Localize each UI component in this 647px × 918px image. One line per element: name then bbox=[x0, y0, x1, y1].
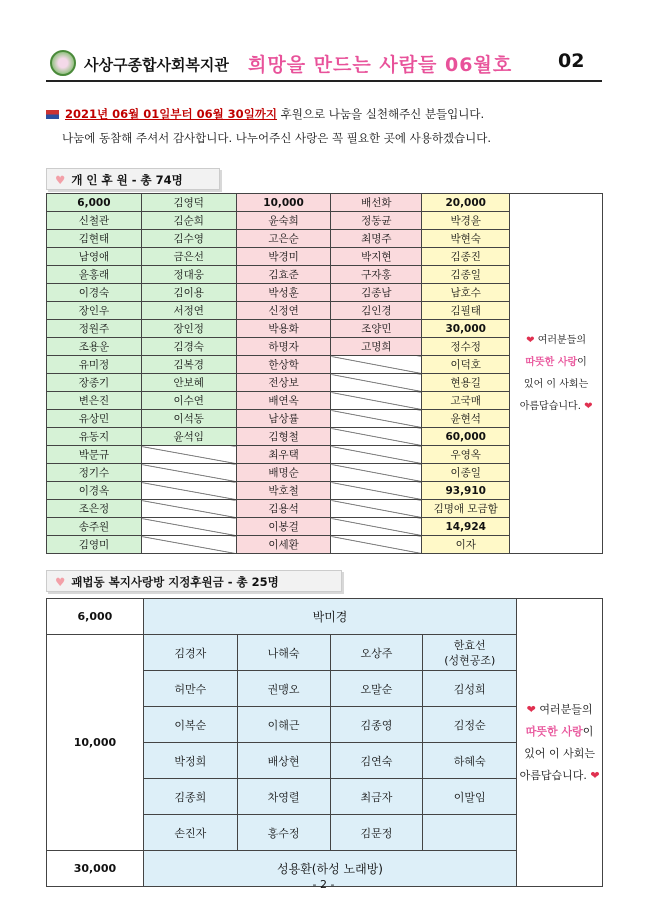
empty-cell bbox=[331, 356, 422, 374]
donor-name-cell: 조용운 bbox=[47, 338, 142, 356]
donor-name-cell: 장종기 bbox=[47, 374, 142, 392]
donor-name-cell: 김순희 bbox=[141, 212, 236, 230]
donor-name-cell: 성용환(하성 노래방) bbox=[143, 851, 516, 887]
designated-donor-table bbox=[46, 598, 603, 887]
donor-name-cell: 김영미 bbox=[47, 536, 142, 554]
donor-name-cell: 고명희 bbox=[331, 338, 422, 356]
page-header bbox=[46, 40, 602, 82]
donor-name-cell: 이복순 bbox=[143, 707, 237, 743]
donor-name-cell: 김용석 bbox=[236, 500, 331, 518]
donor-name-cell: 김종영 bbox=[330, 707, 423, 743]
donor-name-cell: 박호철 bbox=[236, 482, 331, 500]
intro-period: 2021년 06월 01일부터 06월 30일까지 bbox=[65, 107, 278, 121]
donor-name-cell: 윤홍래 bbox=[47, 266, 142, 284]
amount-cell: 60,000 bbox=[422, 428, 510, 446]
empty-cell bbox=[141, 536, 236, 554]
donor-name-cell: 김필태 bbox=[422, 302, 510, 320]
empty-cell bbox=[331, 374, 422, 392]
page-footer: - 2 - bbox=[312, 878, 335, 891]
donor-name-cell: 최명주 bbox=[331, 230, 422, 248]
donor-name-cell: 고은순 bbox=[236, 230, 331, 248]
empty-cell bbox=[331, 428, 422, 446]
donor-name-cell: 장인정 bbox=[141, 320, 236, 338]
donor-name-cell: 정대웅 bbox=[141, 266, 236, 284]
donor-name-cell: 윤현석 bbox=[422, 410, 510, 428]
donor-name-cell: 이경옥 bbox=[47, 482, 142, 500]
donor-name-cell: 박정희 bbox=[143, 743, 237, 779]
donor-name-cell: 구자홍 bbox=[331, 266, 422, 284]
donor-name-cell: 안보혜 bbox=[141, 374, 236, 392]
amount-cell: 30,000 bbox=[47, 851, 144, 887]
donor-name-cell: 조은정 bbox=[47, 500, 142, 518]
amount-cell: 14,924 bbox=[422, 518, 510, 536]
donor-name-cell: 이경숙 bbox=[47, 284, 142, 302]
donor-name-cell: 유상민 bbox=[47, 410, 142, 428]
amount-cell: 20,000 bbox=[422, 194, 510, 212]
donor-name-cell: 이말임 bbox=[423, 779, 517, 815]
donor-name-cell: 고국매 bbox=[422, 392, 510, 410]
donor-name-cell: 김현태 bbox=[47, 230, 142, 248]
donor-name-cell: 김이용 bbox=[141, 284, 236, 302]
donor-name-cell: 이덕호 bbox=[422, 356, 510, 374]
donor-name-cell: 이봉걸 bbox=[236, 518, 331, 536]
heart-icon: ❤ bbox=[526, 702, 536, 716]
donor-name-cell: 김성희 bbox=[423, 671, 517, 707]
donor-name-cell: 김연숙 bbox=[330, 743, 423, 779]
page-number: 02 bbox=[558, 50, 585, 72]
donor-name-cell: 나해숙 bbox=[237, 635, 330, 671]
donor-name-cell: 우영옥 bbox=[422, 446, 510, 464]
amount-cell: 6,000 bbox=[47, 599, 144, 635]
donor-name-cell: 정수정 bbox=[422, 338, 510, 356]
empty-cell bbox=[331, 536, 422, 554]
donor-name-cell: 하혜숙 bbox=[423, 743, 517, 779]
donor-name-cell: 최우택 bbox=[236, 446, 331, 464]
intro-text: 후원으로 나눔을 실천해주신 분들입니다. bbox=[277, 107, 485, 121]
donor-name-cell: 송주원 bbox=[47, 518, 142, 536]
donor-name-cell: 권맹오 bbox=[237, 671, 330, 707]
donor-name-cell: 서정연 bbox=[141, 302, 236, 320]
donor-name-cell: 김정순 bbox=[423, 707, 517, 743]
amount-cell: 30,000 bbox=[422, 320, 510, 338]
donor-name-cell: 손진자 bbox=[143, 815, 237, 851]
empty-cell bbox=[331, 410, 422, 428]
donor-name-cell: 정동균 bbox=[331, 212, 422, 230]
donor-name-cell: 이종일 bbox=[422, 464, 510, 482]
org-name: 사상구종합사회복지관 bbox=[84, 56, 229, 74]
empty-cell bbox=[141, 482, 236, 500]
heart-icon: ❤ bbox=[526, 334, 535, 346]
individual-donor-table bbox=[46, 193, 603, 554]
donor-name-cell: 차영렬 bbox=[237, 779, 330, 815]
empty-cell bbox=[331, 446, 422, 464]
section-designated-text: 괘법동 복지사랑방 지정후원금 - 총 25명 bbox=[71, 575, 279, 589]
donor-name-cell: 김영덕 bbox=[141, 194, 236, 212]
donor-name-cell: 전상보 bbox=[236, 374, 331, 392]
empty-cell bbox=[141, 518, 236, 536]
section-individual-text: 개 인 후 원 - 총 74명 bbox=[71, 173, 183, 187]
donor-name-cell: 정기수 bbox=[47, 464, 142, 482]
donor-name-cell: 이수연 bbox=[141, 392, 236, 410]
donor-name-cell: 남호수 bbox=[422, 284, 510, 302]
donor-name-cell: 김경자 bbox=[143, 635, 237, 671]
donor-name-cell: 유동지 bbox=[47, 428, 142, 446]
empty-cell bbox=[141, 464, 236, 482]
donor-name-cell: 김명애 모금함 bbox=[422, 500, 510, 518]
donor-name-cell: 박현숙 bbox=[422, 230, 510, 248]
amount-cell: 6,000 bbox=[47, 194, 142, 212]
empty-cell bbox=[331, 500, 422, 518]
donor-name-cell: 박미경 bbox=[143, 599, 516, 635]
donor-name-cell: 현용길 bbox=[422, 374, 510, 392]
donor-name-cell: 김경숙 bbox=[141, 338, 236, 356]
donor-name-cell: 최금자 bbox=[330, 779, 423, 815]
donor-name-cell: 김종진 bbox=[422, 248, 510, 266]
heart-icon: ♥ bbox=[55, 173, 66, 187]
donor-name-cell: 배상현 bbox=[237, 743, 330, 779]
empty-cell bbox=[423, 815, 517, 851]
donor-name-cell: 배연옥 bbox=[236, 392, 331, 410]
donor-name-cell: 김종희 bbox=[143, 779, 237, 815]
donor-name-cell: 배선화 bbox=[331, 194, 422, 212]
donor-name-cell: 금은선 bbox=[141, 248, 236, 266]
donor-name-cell: 남영애 bbox=[47, 248, 142, 266]
empty-cell bbox=[331, 392, 422, 410]
donor-name-cell: 김형철 bbox=[236, 428, 331, 446]
donor-name-cell: 김복경 bbox=[141, 356, 236, 374]
donor-name-cell: 정원주 bbox=[47, 320, 142, 338]
donor-name-cell: 김인경 bbox=[331, 302, 422, 320]
empty-cell bbox=[331, 482, 422, 500]
donor-name-cell: 변은진 bbox=[47, 392, 142, 410]
donor-name-cell: 김종남 bbox=[331, 284, 422, 302]
donor-name-cell: 김종일 bbox=[422, 266, 510, 284]
empty-cell bbox=[141, 446, 236, 464]
donor-name-cell: 오말순 bbox=[330, 671, 423, 707]
donor-name-cell: 박경미 bbox=[236, 248, 331, 266]
donor-name-cell: 박성훈 bbox=[236, 284, 331, 302]
intro-line-1 bbox=[46, 106, 484, 122]
heart-icon: ❤ bbox=[590, 768, 600, 782]
donor-name-cell: 신정연 bbox=[236, 302, 331, 320]
donor-name-cell: 신철관 bbox=[47, 212, 142, 230]
thanks-message: ❤ 여러분들의 따뜻한 사랑이 있어 이 사회는 아름답습니다. ❤ bbox=[510, 194, 603, 554]
donor-name-cell: 김효준 bbox=[236, 266, 331, 284]
newsletter-title: 희망을 만드는 사람들 06월호 bbox=[248, 54, 513, 76]
donor-name-cell: 이석동 bbox=[141, 410, 236, 428]
empty-cell bbox=[331, 518, 422, 536]
donor-name-cell: 이자 bbox=[422, 536, 510, 554]
section-individual-label bbox=[46, 168, 220, 190]
donor-name-cell: 배명순 bbox=[236, 464, 331, 482]
donor-name-cell: 박경윤 bbox=[422, 212, 510, 230]
flag-icon bbox=[46, 110, 59, 119]
welfare-center-logo-icon bbox=[50, 50, 76, 76]
donor-name-cell: 이해근 bbox=[237, 707, 330, 743]
donor-name-cell: 유미정 bbox=[47, 356, 142, 374]
empty-cell bbox=[331, 464, 422, 482]
donor-name-cell: 홍수정 bbox=[237, 815, 330, 851]
donor-name-cell: 오상주 bbox=[330, 635, 423, 671]
thanks-message: ❤ 여러분들의 따뜻한 사랑이 있어 이 사회는 아름답습니다. ❤ bbox=[517, 599, 603, 887]
donor-name-cell: 장인우 bbox=[47, 302, 142, 320]
donor-name-cell: 윤석임 bbox=[141, 428, 236, 446]
donor-name-cell: 한상학 bbox=[236, 356, 331, 374]
donor-name-cell: 박지현 bbox=[331, 248, 422, 266]
donor-name-cell: 김문정 bbox=[330, 815, 423, 851]
section-designated-label bbox=[46, 570, 342, 592]
heart-icon: ♥ bbox=[55, 575, 66, 589]
donor-name-cell: 박문규 bbox=[47, 446, 142, 464]
donor-name-cell: 조양민 bbox=[331, 320, 422, 338]
donor-name-cell: 이세환 bbox=[236, 536, 331, 554]
amount-cell: 10,000 bbox=[236, 194, 331, 212]
donor-name-cell: 김수영 bbox=[141, 230, 236, 248]
donor-name-cell: 남상률 bbox=[236, 410, 331, 428]
donor-name-cell: 윤숙희 bbox=[236, 212, 331, 230]
empty-cell bbox=[141, 500, 236, 518]
amount-cell: 93,910 bbox=[422, 482, 510, 500]
heart-icon: ❤ bbox=[584, 400, 593, 412]
donor-name-cell: 하명자 bbox=[236, 338, 331, 356]
donor-name-cell: 한효선 (성현공조) bbox=[423, 635, 517, 671]
intro-line-2: 나눔에 동참해 주셔서 감사합니다. 나누어주신 사랑은 꼭 필요한 곳에 사용하겠습니다. bbox=[62, 131, 492, 145]
amount-cell: 10,000 bbox=[47, 635, 144, 851]
donor-name-cell: 박용화 bbox=[236, 320, 331, 338]
donor-name-cell: 허만수 bbox=[143, 671, 237, 707]
